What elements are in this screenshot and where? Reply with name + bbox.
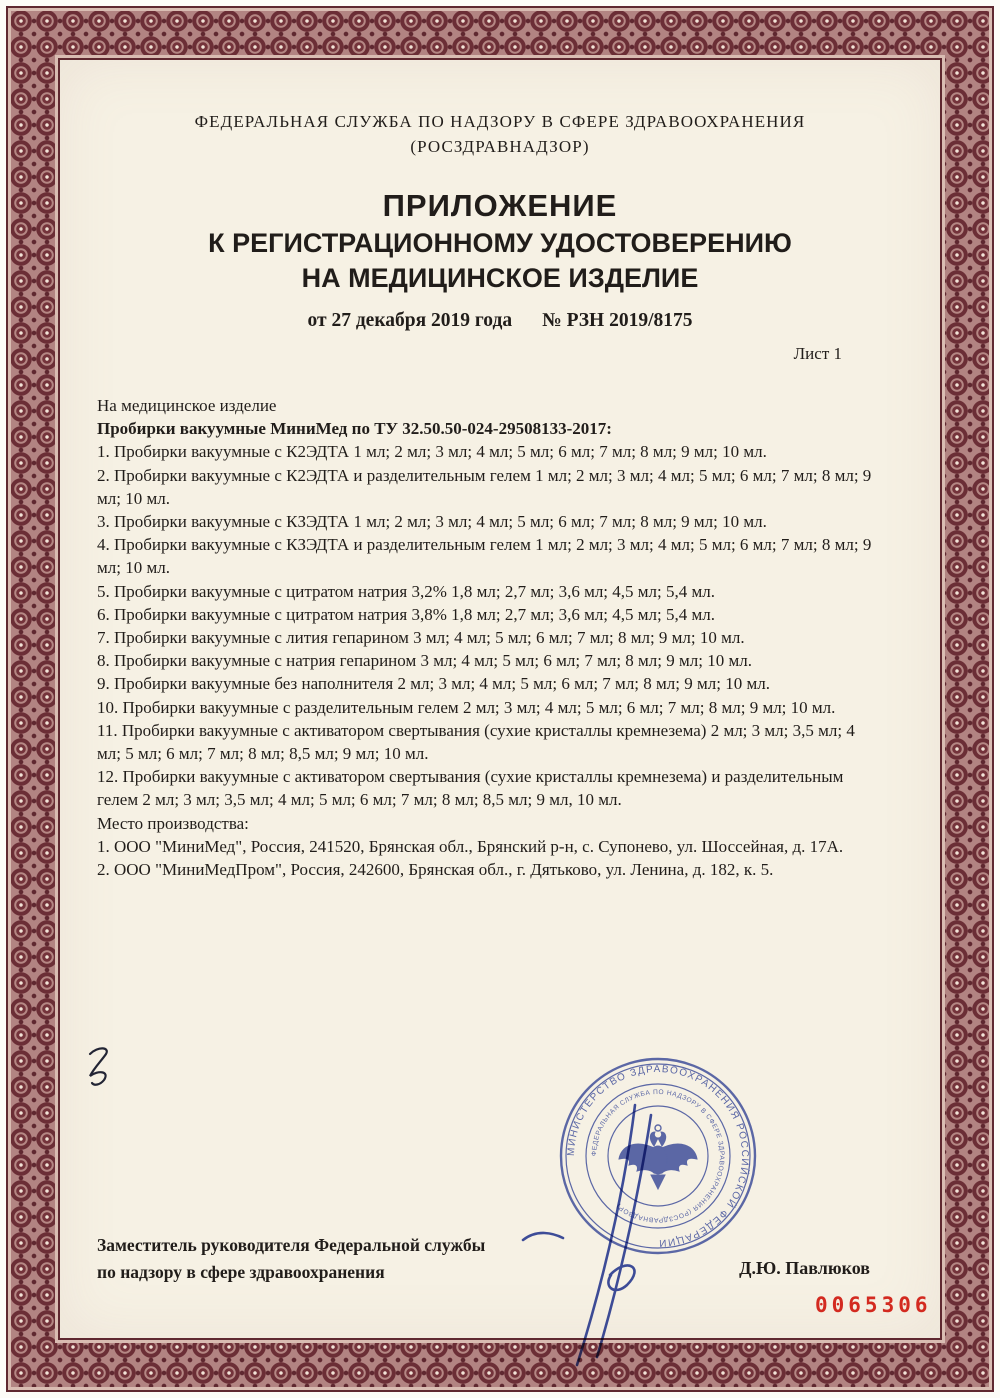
sheet-number: Лист 1 — [793, 344, 842, 363]
document-title-line2: К РЕГИСТРАЦИОННОМУ УДОСТОВЕРЕНИЮ — [208, 228, 792, 258]
product-item: 4. Пробирки вакуумные с КЗЭДТА и разделительным гелем 1 мл; 2 мл; 3 мл; 4 мл; 5 мл; 6 мл; 7 мл; 8 мл; 9 мл; 10 мл. — [97, 535, 872, 578]
signer-title-line1: Заместитель руководителя Федеральной службы — [97, 1235, 486, 1255]
production-site: 2. ООО "МиниМедПром", Россия, 242600, Брянская обл., г. Дятьково, ул. Ленина, д. 182, к. 5. — [97, 860, 774, 880]
signer-title — [97, 1232, 485, 1286]
official-stamp — [558, 1056, 758, 1256]
product-item: 8. Пробирки вакуумные с натрия гепарином 3 мл; 4 мл; 5 мл; 6 мл; 7 мл; 8 мл; 9 мл; 10 мл. — [97, 651, 752, 671]
signer-title-line2: по надзору в сфере здравоохранения — [97, 1262, 385, 1282]
stamp-outer-ring-text: МИНИСТЕРСТВО ЗДРАВООХРАНЕНИЯ РОССИЙСКОЙ ФЕДЕРАЦИИ — [565, 1063, 751, 1249]
product-item: 3. Пробирки вакуумные с КЗЭДТА 1 мл; 2 мл; 3 мл; 4 мл; 5 мл; 6 мл; 7 мл; 8 мл; 9 мл; 10 мл. — [97, 512, 767, 532]
date-and-number-line — [0, 310, 1000, 332]
product-item: 10. Пробирки вакуумные с разделительным гелем 2 мл; 3 мл; 4 мл; 5 мл; 6 мл; 7 мл; 8 мл; 9 мл; 10 мл. — [97, 697, 836, 717]
issue-date: от 27 декабря 2019 года — [307, 310, 513, 331]
document-title-line1: ПРИЛОЖЕНИЕ — [382, 188, 618, 223]
production-heading: Место производства: — [97, 813, 249, 833]
product-item: 6. Пробирки вакуумные с цитратом натрия 3,8% 1,8 мл; 2,7 мл; 3,6 мл; 4,5 мл; 5,4 мл. — [97, 604, 715, 624]
document-title-line3: НА МЕДИЦИНСКОЕ ИЗДЕЛИЕ — [301, 263, 699, 293]
double-headed-eagle-emblem — [619, 1125, 697, 1189]
product-item: 11. Пробирки вакуумные с активатором свертывания (сухие кристаллы кремнезема) 2 мл; 3 мл; 3,5 мл; 4 мл; 5 мл; 6 мл; 7 мл; 8 мл; 8,5 мл; 9 мл; 10 мл. — [97, 720, 855, 764]
stamp-inner-ring-text: ФЕДЕРАЛЬНАЯ СЛУЖБА ПО НАДЗОРУ В СФЕРЕ ЗДРАВООХРАНЕНИЯ (РОСЗДРАВНАДЗОР) — [590, 1088, 726, 1224]
issuing-authority-line2: (РОСЗДРАВНАДЗОР) — [410, 137, 590, 156]
device-description — [97, 394, 875, 881]
product-heading: Пробирки вакуумные МиниМед по ТУ 32.50.50-024-29508133-2017: — [97, 419, 612, 439]
serial-number: 0065306 — [815, 1293, 932, 1317]
product-item: 9. Пробирки вакуумные без наполнителя 2 мл; 3 мл; 4 мл; 5 мл; 6 мл; 7 мл; 8 мл; 9 мл; 10 мл. — [97, 674, 770, 694]
issuing-authority-line1: ФЕДЕРАЛЬНАЯ СЛУЖБА ПО НАДЗОРУ В СФЕРЕ ЗДРАВООХРАНЕНИЯ — [194, 112, 806, 131]
handwritten-mark — [84, 1044, 128, 1094]
product-item: 7. Пробирки вакуумные с лития гепарином 3 мл; 4 мл; 5 мл; 6 мл; 7 мл; 8 мл; 9 мл; 10 мл. — [97, 628, 745, 648]
registration-number: № РЗН 2019/8175 — [542, 310, 693, 331]
production-site: 1. ООО "МиниМед", Россия, 241520, Брянская обл., Брянский р-н, с. Супонево, ул. Шоссейная, д. 17А. — [97, 836, 844, 856]
product-item: 5. Пробирки вакуумные с цитратом натрия 3,2% 1,8 мл; 2,7 мл; 3,6 мл; 4,5 мл; 5,4 мл. — [97, 581, 715, 601]
product-item: 1. Пробирки вакуумные с К2ЭДТА 1 мл; 2 мл; 3 мл; 4 мл; 5 мл; 6 мл; 7 мл; 8 мл; 9 мл; 10 мл. — [97, 442, 767, 462]
intro-line: На медицинское изделие — [97, 396, 277, 415]
signer-name: Д.Ю. Павлюков — [739, 1258, 870, 1278]
product-item: 12. Пробирки вакуумные с активатором свертывания (сухие кристаллы кремнезема) и разделительным гелем 2 мл; 3 мл; 3,5 мл; 4 мл; 5 мл; 6 мл; 7 мл; 8 мл; 8,5 мл; 9 мл, 10 мл. — [97, 767, 844, 810]
product-item: 2. Пробирки вакуумные с К2ЭДТА и разделительным гелем 1 мл; 2 мл; 3 мл; 4 мл; 5 мл; 6 мл; 7 мл; 8 мл; 9 мл; 10 мл. — [97, 465, 872, 508]
